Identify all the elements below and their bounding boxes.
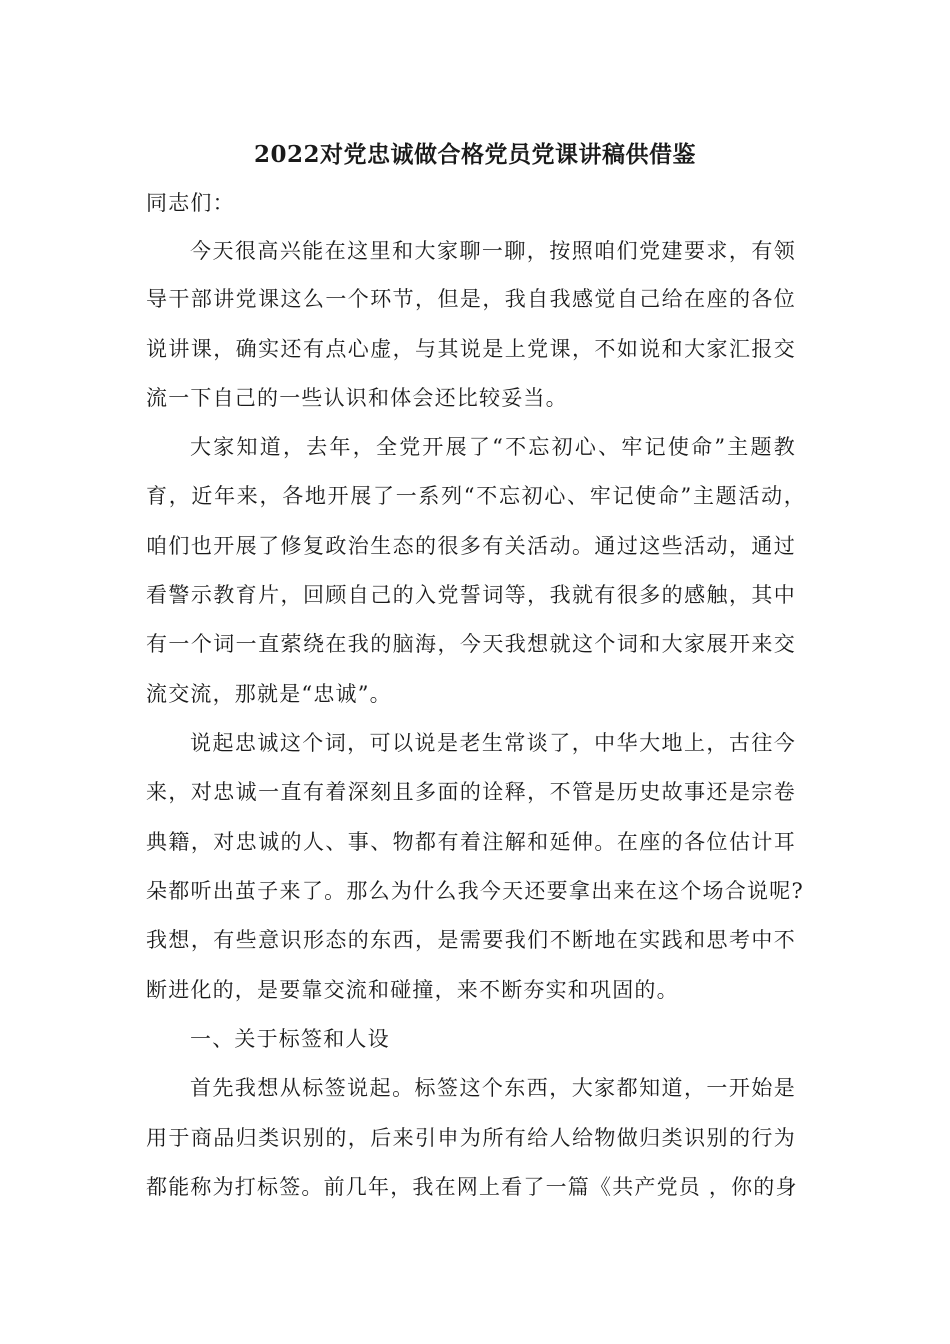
paragraph-line: 用于商品归类识别的，后来引申为所有给人给物做归类识别的行为 (146, 1126, 796, 1150)
paragraph-line: 咱们也开展了修复政治生态的很多有关活动。通过这些活动，通过 (146, 534, 796, 558)
paragraph-line: 典籍，对忠诚的人、事、物都有着注解和延伸。在座的各位估计耳 (146, 830, 796, 854)
paragraph-line: 大家知道，去年，全党开展了“不忘初心、牢记使命”主题教 (190, 435, 796, 459)
document-title: 2022对党忠诚做合格党员党课讲稿供借鉴 (253, 141, 696, 168)
paragraph-line: 断进化的，是要靠交流和碰撞，来不断夯实和巩固的。 (146, 978, 679, 1002)
paragraph-line: 有一个词一直萦绕在我的脑海，今天我想就这个词和大家展开来交 (146, 632, 796, 656)
paragraph-line: 我想，有些意识形态的东西，是需要我们不断地在实践和思考中不 (146, 928, 796, 952)
paragraph-line: 看警示教育片，回顾自己的入党誓词等，我就有很多的感触，其中 (146, 583, 796, 607)
section-heading: 一、关于标签和人设 (190, 1027, 390, 1051)
paragraph-line: 导干部讲党课这么一个环节，但是，我自我感觉自己给在座的各位 (146, 287, 796, 311)
paragraph-line: 都能称为打标签。前几年，我在网上看了一篇《共产党员 ，你的身 (146, 1175, 798, 1199)
paragraph-line: 流一下自己的一些认识和体会还比较妥当。 (146, 386, 568, 410)
paragraph-line: 说起忠诚这个词，可以说是老生常谈了，中华大地上，古往今 (190, 731, 796, 755)
paragraph-line: 来，对忠诚一直有着深刻且多面的诠释，不管是历史故事还是宗卷 (146, 780, 796, 804)
paragraph-line: 育，近年来，各地开展了一系列“不忘初心、牢记使命”主题活动， (146, 484, 806, 508)
salutation: 同志们： (146, 191, 235, 215)
paragraph-line: 朵都听出茧子来了。那么为什么我今天还要拿出来在这个场合说呢? (146, 879, 804, 903)
paragraph-line: 流交流，那就是“忠诚”。 (146, 682, 392, 706)
paragraph-line: 首先我想从标签说起。标签这个东西，大家都知道，一开始是 (190, 1076, 796, 1100)
paragraph-line: 说讲课，确实还有点心虚，与其说是上党课，不如说和大家汇报交 (146, 337, 796, 361)
paragraph-line: 今天很高兴能在这里和大家聊一聊，按照咱们党建要求，有领 (190, 239, 796, 263)
